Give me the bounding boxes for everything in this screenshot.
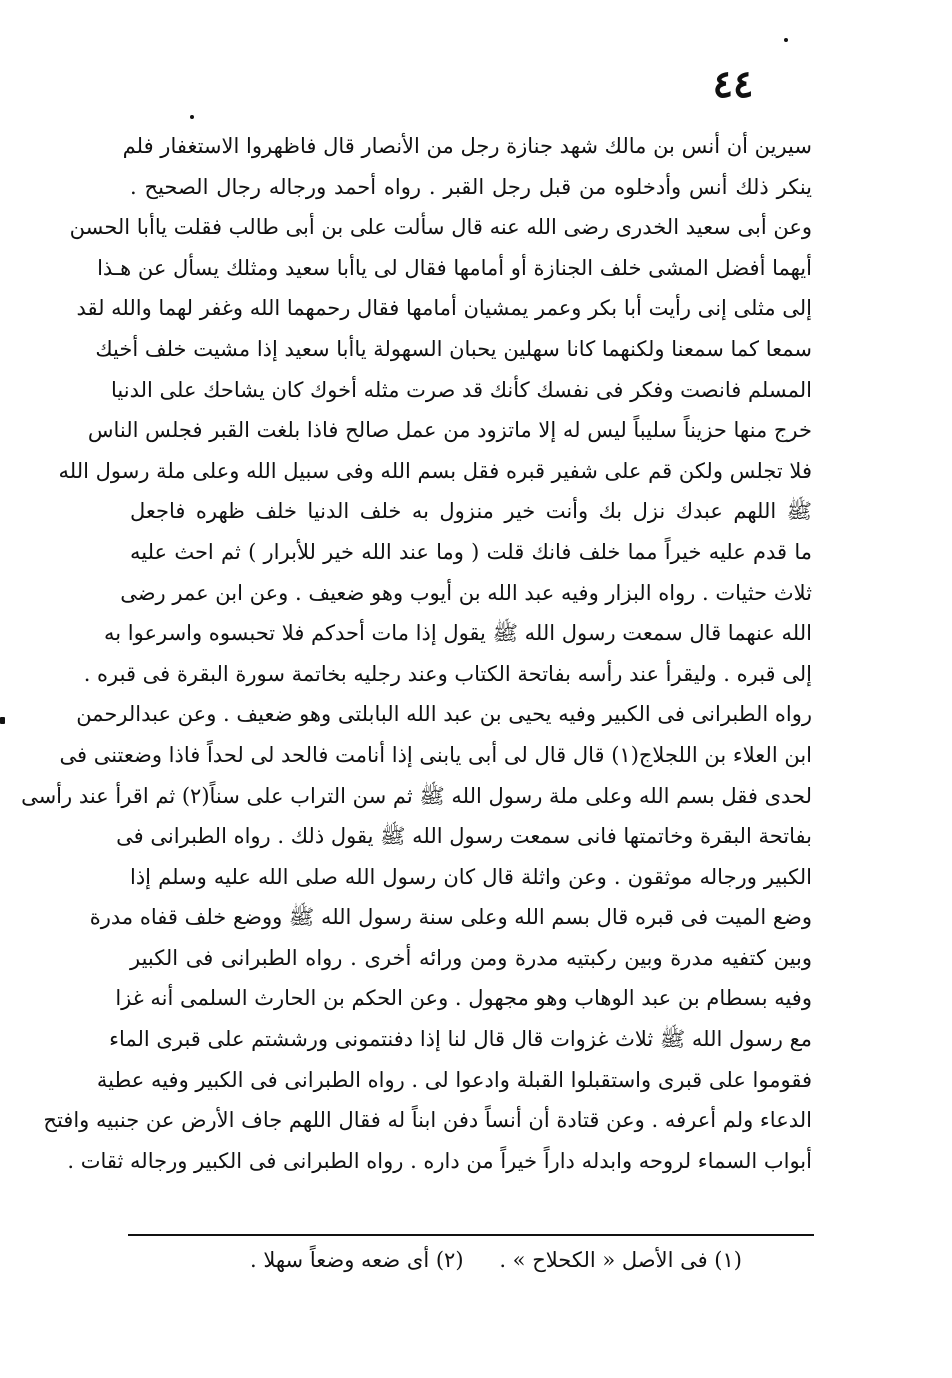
ink-speck xyxy=(190,115,194,119)
footnote-1: (١) فى الأصل « الكحلاح » . xyxy=(499,1248,742,1272)
text-line: مع رسول الله ﷺ ثلاث غزوات قال قال لنا إذا دفنتمونى ورششتم على قبرى الماء xyxy=(109,1027,812,1052)
text-line: ما قدم عليه خيراً مما خلف فانك قلت ( وما عند الله خير للأبرار ) ثم احث عليه xyxy=(130,539,812,564)
text-line: ينكر ذلك أنس وأدخلوه من قبل رجل القبر . رواه أحمد ورجاله رجال الصحيح . xyxy=(130,174,812,199)
footnotes xyxy=(250,1242,742,1278)
text-line: وضع الميت فى قبره قال بسم الله وعلى سنة رسول الله ﷺ ووضع خلف قفاه مدرة xyxy=(89,905,812,930)
text-line: سمعا كما سمعنا ولكنهما كانا سهلين يحبان السهولة ياأبا سعيد إذا مشيت خلف أخيك xyxy=(95,336,812,361)
text-line: وعن أبى سعيد الخدرى رضى الله عنه قال سألت على بن أبى طالب فقلت ياأبا الحسن xyxy=(69,215,812,240)
ink-speck xyxy=(0,717,5,724)
text-line: ثلاث حثيات . رواه البزار وفيه عبد الله بن أيوب وهو ضعيف . وعن ابن عمر رضى xyxy=(120,580,812,605)
text-line: وفيه بسطام بن عبد الوهاب وهو مجهول . وعن الحكم بن الحارث السلمى أنه غزا xyxy=(115,986,812,1011)
text-line: فقوموا على قبرى واستقبلوا القبلة وادعوا لى . رواه الطبرانى فى الكبير وفيه عطية xyxy=(96,1067,812,1092)
text-line: المسلم فانصت وفكر فى نفسك كأنك قد صرت مثله أخوك كان يشاحك على الدنيا xyxy=(111,377,812,402)
text-line: الدعاء ولم أعرفه . وعن قتادة أن أنساً دفن ابناً له فقال اللهم جاف الأرض عن جنبيه وافتح xyxy=(43,1108,812,1133)
text-line: لحدى فقل بسم الله وعلى ملة رسول الله ﷺ ثم سن التراب على سناً(٢) ثم اقرأ عند رأسى xyxy=(21,783,812,808)
footnote-2: (٢) أى ضعه وضعاً سهلا . xyxy=(250,1248,464,1272)
ink-speck xyxy=(784,38,788,42)
body-text xyxy=(21,126,812,1181)
footnote-divider xyxy=(128,1234,814,1236)
text-line: ابن العلاء بن اللجلاج(١) قال قال لى أبى يابنى إذا أنامت فالحد لى لحداً فاذا وضعتنى فى xyxy=(59,742,812,767)
text-line: وبين كتفيه مدرة وبين ركبتيه مدرة ومن ورائه أخرى . رواه الطبرانى فى الكبير xyxy=(130,945,812,970)
text-line: أيهما أفضل المشى خلف الجنازة أو أمامها فقال لى ياأبا سعيد ومثلك يسأل عن هـذا xyxy=(97,255,812,280)
text-line: إلى قبره . وليقرأ عند رأسه بفاتحة الكتاب وعند رجليه بخاتمة سورة البقرة فى قبره . xyxy=(83,661,812,686)
text-line: سيرين أن أنس بن مالك شهد جنازة رجل من الأنصار قال فاظهروا الاستغفار فلم xyxy=(122,134,812,158)
text-line: بفاتحة البقرة وخاتمتها فانى سمعت رسول الله ﷺ يقول ذلك . رواه الطبرانى فى xyxy=(116,824,812,849)
text-line: خرج منها حزيناً سليباً ليس له إلا ماتزود من عمل صالح فاذا بلغت القبر فجلس الناس xyxy=(87,418,812,443)
text-line: إلى مثلى إنى رأيت أبا بكر وعمر يمشيان أمامها فقال رحمهما الله وغفر لهما والله لقد xyxy=(76,296,812,321)
text-line: فلا تجلس ولكن قم على شفير قبره فقل بسم الله وفى سبيل الله وعلى ملة رسول الله xyxy=(58,458,812,483)
text-line: الله عنهما قال سمعت رسول الله ﷺ يقول إذا مات أحدكم فلا تحبسوه واسرعوا به xyxy=(103,621,812,646)
text-line: رواه الطبرانى فى الكبير وفيه يحيى بن عبد الله البابلتى وهو ضعيف . وعن عبدالرحمن xyxy=(76,702,812,727)
page-number: ٤٤ xyxy=(712,61,754,106)
text-line: الكبير ورجاله موثقون . وعن واثلة قال كان رسول الله صلى الله عليه وسلم إذا xyxy=(130,864,812,889)
text-line: ﷺ اللهم عبدك نزل بك وأنت خير منزول به خلف الدنيا خلف ظهره فاجعل xyxy=(130,499,812,524)
text-line: أبواب السماء لروحه وابدله داراً خيراً من داره . رواه الطبرانى فى الكبير ورجاله ثقات . xyxy=(67,1148,812,1173)
